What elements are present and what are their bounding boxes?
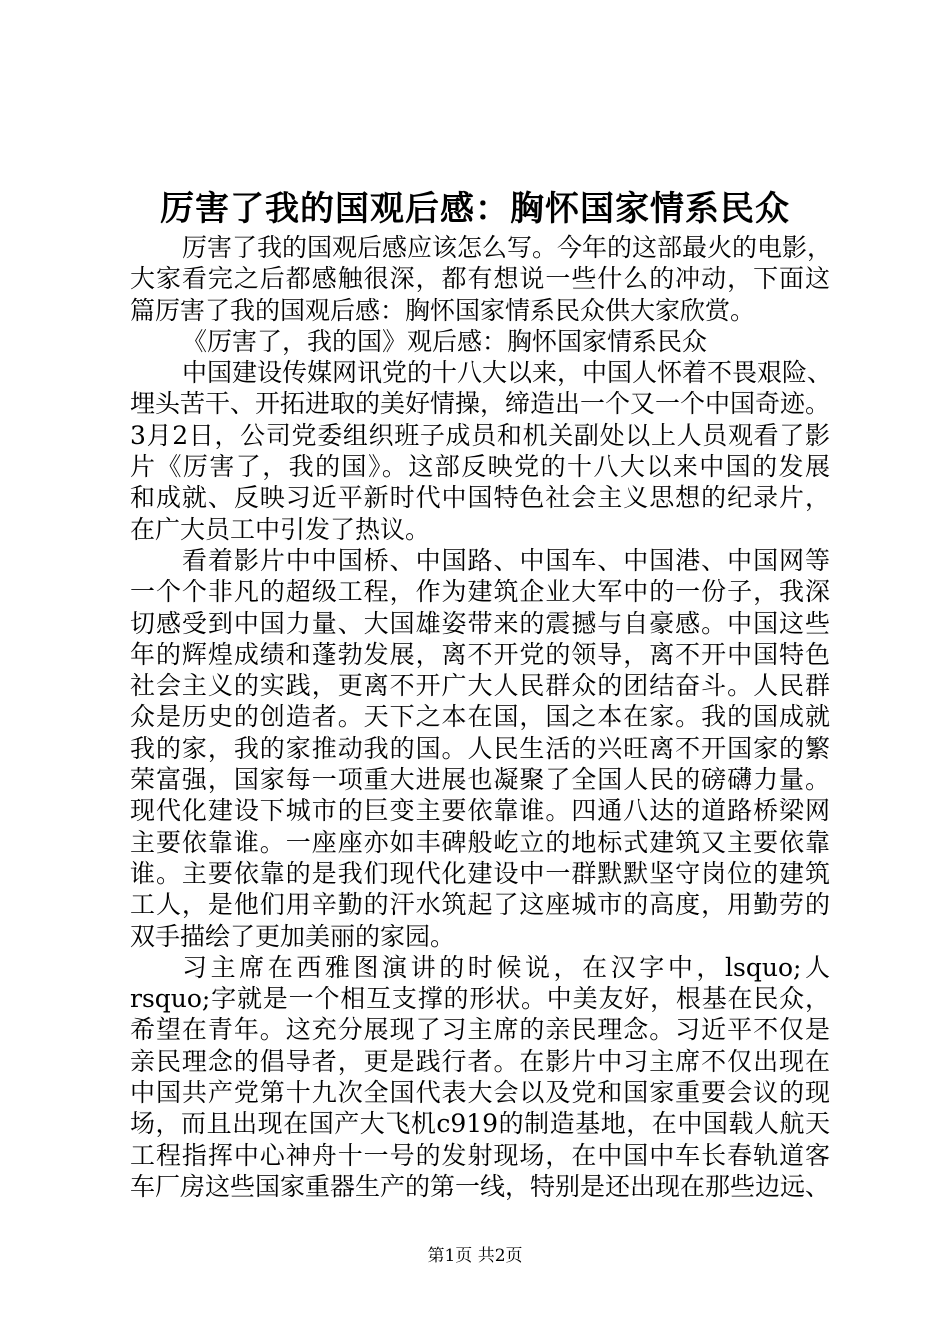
paragraph-1-line-3: 篇厉害了我的国观后感：胸怀国家情系民众供大家欣赏。	[130, 295, 756, 325]
paragraph-4-line-7: 工程指挥中心神舟十一号的发射现场，在中国中车长春轨道客	[130, 1140, 830, 1170]
document-body	[130, 232, 833, 1202]
paragraph-3-line-12: 工人，是他们用辛勤的汗水筑起了这座城市的高度，用勤劳的	[130, 890, 830, 920]
paragraph-3-line-8: 荣富强，国家每一项重大进展也凝聚了全国人民的磅礴力量。	[130, 765, 830, 795]
paragraph-2-line-5: 和成就、反映习近平新时代中国特色社会主义思想的纪录片，	[130, 483, 830, 513]
paragraph-4-line-3: 希望在青年。这充分展现了习主席的亲民理念。习近平不仅是	[130, 1015, 830, 1045]
paragraph-3-line-1: 看着影片中中国桥、中国路、中国车、中国港、中国网等	[182, 545, 830, 575]
paragraph-3-line-2: 一个个非凡的超级工程，作为建筑企业大军中的一份子，我深	[130, 577, 830, 607]
paragraph-3-line-7: 我的家，我的家推动我的国。人民生活的兴旺离不开国家的繁	[130, 733, 830, 763]
paragraph-4-line-1: 习主席在西雅图演讲的时候说，在汉字中，lsquo;人	[182, 952, 830, 982]
paragraph-1-line-2: 大家看完之后都感触很深，都有想说一些什么的冲动，下面这	[130, 264, 830, 294]
paragraph-4-line-8: 车厂房这些国家重器生产的第一线，特别是还出现在那些边远、	[130, 1171, 831, 1201]
paragraph-3-line-13: 双手描绘了更加美丽的家园。	[130, 921, 456, 951]
paragraph-2-line-4: 片《厉害了，我的国》。这部反映党的十八大以来中国的发展	[130, 452, 830, 482]
document-title: 厉害了我的国观后感：胸怀国家情系民众	[160, 189, 790, 229]
paragraph-2-line-2: 埋头苦干、开拓进取的美好情操，缔造出一个又一个中国奇迹。	[130, 389, 831, 419]
paragraph-2-line-1: 中国建设传媒网讯党的十八大以来，中国人怀着不畏艰险、	[182, 358, 833, 388]
paragraph-4-line-4: 亲民理念的倡导者，更是践行者。在影片中习主席不仅出现在	[130, 1046, 830, 1076]
paragraph-4-line-6: 场，而且出现在国产大飞机c919的制造基地，在中国载人航天	[130, 1109, 830, 1139]
paragraph-3-line-11: 谁。主要依靠的是我们现代化建设中一群默默坚守岗位的建筑	[130, 858, 830, 888]
paragraph-3-line-6: 众是历史的创造者。天下之本在国，国之本在家。我的国成就	[130, 702, 830, 732]
page-number-footer: 第1页 共2页	[427, 1246, 523, 1266]
paragraph-1-line-1: 厉害了我的国观后感应该怎么写。今年的这部最火的电影，	[182, 233, 833, 262]
section-heading: 《厉害了，我的国》观后感：胸怀国家情系民众	[182, 326, 708, 356]
paragraph-2-line-3: 3月2日，公司党委组织班子成员和机关副处以上人员观看了影	[130, 420, 830, 450]
paragraph-3-line-5: 社会主义的实践，更离不开广大人民群众的团结奋斗。人民群	[130, 671, 830, 701]
paragraph-3-line-4: 年的辉煌成绩和蓬勃发展，离不开党的领导，离不开中国特色	[130, 639, 830, 669]
paragraph-3-line-9: 现代化建设下城市的巨变主要依靠谁。四通八达的道路桥梁网	[130, 796, 830, 826]
paragraph-4-line-5: 中国共产党第十九次全国代表大会以及党和国家重要会议的现	[130, 1078, 830, 1108]
paragraph-3-line-10: 主要依靠谁。一座座亦如丰碑般屹立的地标式建筑又主要依靠	[130, 827, 830, 857]
paragraph-3-line-3: 切感受到中国力量、大国雄姿带来的震撼与自豪感。中国这些	[130, 608, 830, 638]
paragraph-2-line-6: 在广大员工中引发了热议。	[130, 514, 431, 544]
paragraph-4-line-2: rsquo;字就是一个相互支撑的形状。中美友好，根基在民众，	[130, 984, 830, 1014]
